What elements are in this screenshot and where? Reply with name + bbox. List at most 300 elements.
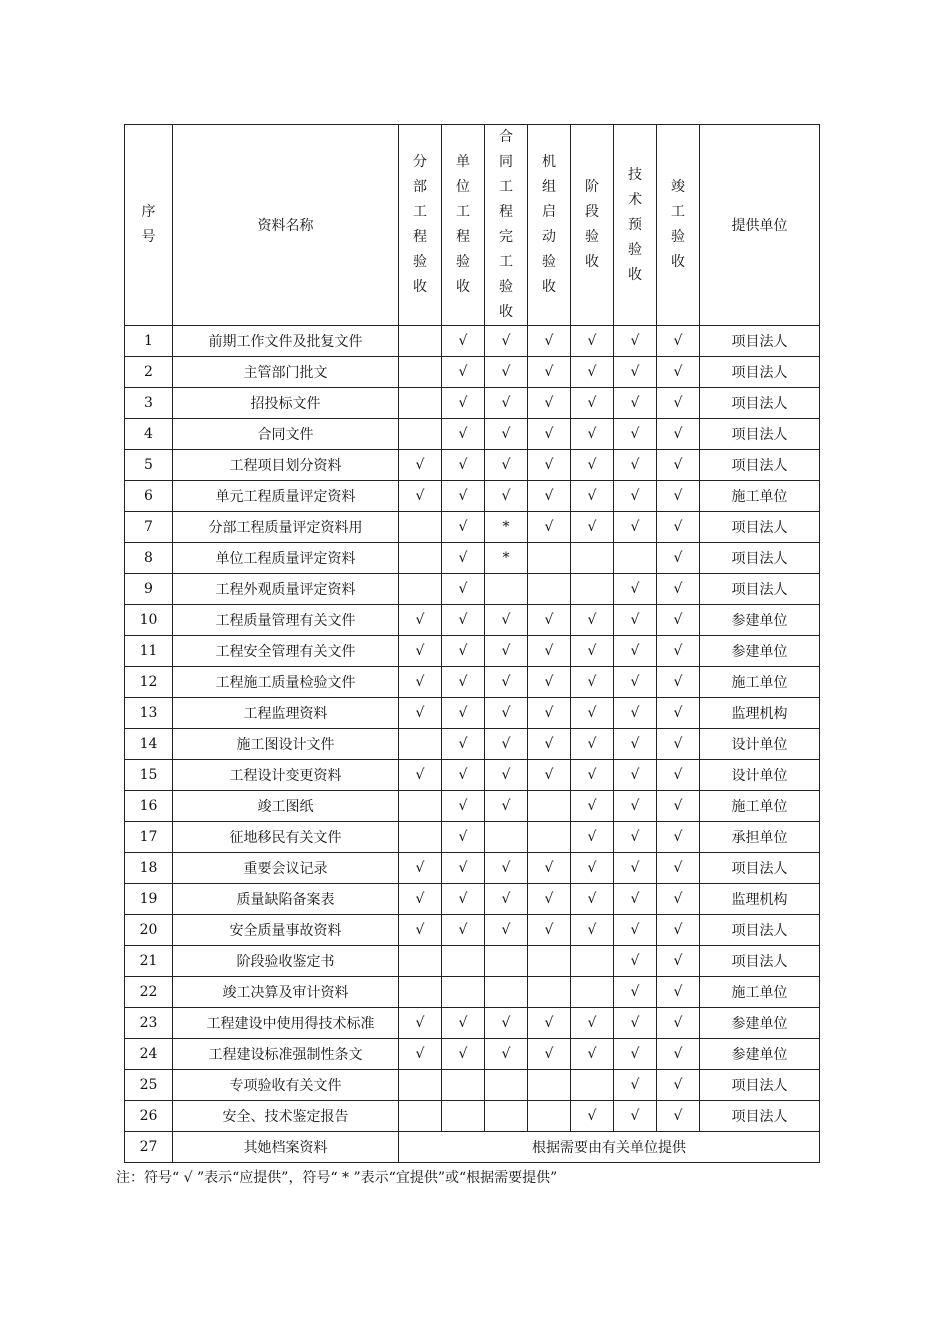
row-mark: √ <box>528 915 571 946</box>
row-mark: √ <box>442 698 485 729</box>
row-mark <box>528 1101 571 1132</box>
header-col: 合同工程完工验收 <box>485 125 528 326</box>
row-name: 工程安全管理有关文件 <box>173 636 399 667</box>
row-number: 27 <box>125 1132 173 1163</box>
row-mark: √ <box>614 636 657 667</box>
row-number: 11 <box>125 636 173 667</box>
row-mark <box>399 543 442 574</box>
row-mark <box>571 946 614 977</box>
row-mark <box>485 1101 528 1132</box>
row-mark: √ <box>571 636 614 667</box>
table-row <box>125 388 820 419</box>
row-mark <box>442 946 485 977</box>
table-row <box>125 853 820 884</box>
row-number: 20 <box>125 915 173 946</box>
row-mark <box>399 1070 442 1101</box>
row-mark: √ <box>485 915 528 946</box>
row-name: 工程质量管理有关文件 <box>173 605 399 636</box>
row-provider: 施工单位 <box>700 667 820 698</box>
table-row <box>125 419 820 450</box>
row-mark: √ <box>657 853 700 884</box>
table-row <box>125 543 820 574</box>
row-mark: √ <box>571 884 614 915</box>
row-mark: * <box>485 512 528 543</box>
row-name: 竣工决算及审计资料 <box>173 977 399 1008</box>
row-name: 工程外观质量评定资料 <box>173 574 399 605</box>
row-mark <box>399 729 442 760</box>
row-mark: √ <box>657 667 700 698</box>
row-mark <box>528 791 571 822</box>
row-name: 安全质量事故资料 <box>173 915 399 946</box>
row-mark: √ <box>528 1039 571 1070</box>
row-mark: √ <box>528 481 571 512</box>
row-mark <box>399 419 442 450</box>
row-mark: √ <box>614 357 657 388</box>
row-mark <box>528 543 571 574</box>
row-name: 安全、技术鉴定报告 <box>173 1101 399 1132</box>
row-mark: √ <box>614 915 657 946</box>
table-row <box>125 729 820 760</box>
row-mark: √ <box>485 1008 528 1039</box>
header-col: 单位工程验收 <box>442 125 485 326</box>
table-row <box>125 636 820 667</box>
row-number: 12 <box>125 667 173 698</box>
row-mark: √ <box>442 915 485 946</box>
row-number: 8 <box>125 543 173 574</box>
row-mark: √ <box>571 512 614 543</box>
row-mark: √ <box>485 326 528 357</box>
row-mark: √ <box>528 419 571 450</box>
row-mark <box>528 946 571 977</box>
row-number: 22 <box>125 977 173 1008</box>
row-mark: √ <box>485 357 528 388</box>
row-mark: √ <box>528 326 571 357</box>
row-mark: √ <box>399 915 442 946</box>
row-mark: √ <box>657 357 700 388</box>
row-mark <box>399 326 442 357</box>
row-mark <box>528 574 571 605</box>
row-provider: 项目法人 <box>700 357 820 388</box>
row-mark: √ <box>657 388 700 419</box>
table-row <box>125 667 820 698</box>
row-mark: √ <box>571 822 614 853</box>
row-number: 13 <box>125 698 173 729</box>
row-name: 工程施工质量检验文件 <box>173 667 399 698</box>
row-name: 其她档案资料 <box>173 1132 399 1163</box>
row-mark <box>528 1070 571 1101</box>
row-name: 分部工程质量评定资料用 <box>173 512 399 543</box>
row-number: 1 <box>125 326 173 357</box>
row-mark: √ <box>528 1008 571 1039</box>
row-provider: 项目法人 <box>700 946 820 977</box>
row-mark: √ <box>571 357 614 388</box>
row-mark: √ <box>442 729 485 760</box>
row-mark: √ <box>528 853 571 884</box>
row-mark: √ <box>657 543 700 574</box>
row-provider: 项目法人 <box>700 1101 820 1132</box>
row-mark: √ <box>657 1101 700 1132</box>
header-row <box>125 125 820 326</box>
row-mark: √ <box>614 698 657 729</box>
row-mark: √ <box>614 450 657 481</box>
row-provider: 项目法人 <box>700 419 820 450</box>
row-mark: √ <box>485 729 528 760</box>
row-mark <box>399 791 442 822</box>
row-name: 主管部门批文 <box>173 357 399 388</box>
row-number: 14 <box>125 729 173 760</box>
row-mark: √ <box>528 357 571 388</box>
row-mark: √ <box>528 884 571 915</box>
row-name: 招投标文件 <box>173 388 399 419</box>
row-mark: √ <box>614 977 657 1008</box>
row-mark: √ <box>399 667 442 698</box>
row-number: 15 <box>125 760 173 791</box>
row-provider: 项目法人 <box>700 512 820 543</box>
row-name: 工程项目划分资料 <box>173 450 399 481</box>
row-mark: √ <box>485 605 528 636</box>
row-mark: √ <box>614 481 657 512</box>
row-mark: √ <box>657 636 700 667</box>
row-mark: √ <box>571 729 614 760</box>
row-mark: √ <box>399 760 442 791</box>
row-mark: √ <box>442 1008 485 1039</box>
row-name: 阶段验收鉴定书 <box>173 946 399 977</box>
row-mark: √ <box>528 605 571 636</box>
row-mark <box>571 1070 614 1101</box>
row-provider: 项目法人 <box>700 388 820 419</box>
row-mark: √ <box>571 1008 614 1039</box>
header-col: 竣工验收 <box>657 125 700 326</box>
row-mark: √ <box>571 760 614 791</box>
row-mark: √ <box>614 822 657 853</box>
row-mark: √ <box>442 853 485 884</box>
requirements-table <box>124 124 820 1163</box>
row-mark: √ <box>657 326 700 357</box>
table-row <box>125 1070 820 1101</box>
row-mark: √ <box>485 1039 528 1070</box>
row-provider: 项目法人 <box>700 915 820 946</box>
table-row <box>125 760 820 791</box>
row-mark <box>399 977 442 1008</box>
row-number: 26 <box>125 1101 173 1132</box>
row-provider: 参建单位 <box>700 636 820 667</box>
table-row <box>125 915 820 946</box>
row-mark: √ <box>657 791 700 822</box>
row-name: 单元工程质量评定资料 <box>173 481 399 512</box>
row-mark: √ <box>442 1039 485 1070</box>
row-mark: √ <box>614 1039 657 1070</box>
row-mark: √ <box>399 605 442 636</box>
table-row <box>125 1039 820 1070</box>
row-mark <box>399 822 442 853</box>
row-name: 专项验收有关文件 <box>173 1070 399 1101</box>
row-mark: √ <box>614 1101 657 1132</box>
row-number: 21 <box>125 946 173 977</box>
row-mark: √ <box>485 667 528 698</box>
row-mark <box>485 822 528 853</box>
row-mark: * <box>485 543 528 574</box>
row-number: 5 <box>125 450 173 481</box>
row-mark: √ <box>571 388 614 419</box>
row-mark: √ <box>571 481 614 512</box>
row-provider: 参建单位 <box>700 1039 820 1070</box>
row-number: 2 <box>125 357 173 388</box>
row-mark: √ <box>442 884 485 915</box>
header-name: 资料名称 <box>173 125 399 326</box>
row-mark <box>571 543 614 574</box>
row-name: 施工图设计文件 <box>173 729 399 760</box>
row-mark <box>442 1101 485 1132</box>
row-name: 单位工程质量评定资料 <box>173 543 399 574</box>
row-mark: √ <box>485 388 528 419</box>
row-number: 3 <box>125 388 173 419</box>
row-number: 9 <box>125 574 173 605</box>
table-row <box>125 977 820 1008</box>
row-mark: √ <box>399 481 442 512</box>
row-provider: 项目法人 <box>700 543 820 574</box>
row-provider: 参建单位 <box>700 605 820 636</box>
row-mark: √ <box>657 760 700 791</box>
row-mark: √ <box>528 667 571 698</box>
row-name: 合同文件 <box>173 419 399 450</box>
row-name: 质量缺陷备案表 <box>173 884 399 915</box>
row-mark: √ <box>442 450 485 481</box>
row-mark: √ <box>485 791 528 822</box>
row-provider: 项目法人 <box>700 326 820 357</box>
row-mark: √ <box>528 388 571 419</box>
row-name: 工程监理资料 <box>173 698 399 729</box>
row-mark: √ <box>399 1008 442 1039</box>
row-mark: √ <box>442 388 485 419</box>
row-provider: 项目法人 <box>700 450 820 481</box>
row-mark: √ <box>657 698 700 729</box>
row-mark <box>485 977 528 1008</box>
row-number: 25 <box>125 1070 173 1101</box>
row-provider: 项目法人 <box>700 853 820 884</box>
row-mark: √ <box>571 419 614 450</box>
header-col: 分部工程验收 <box>399 125 442 326</box>
header-seq: 序号 <box>125 125 173 326</box>
row-number: 16 <box>125 791 173 822</box>
row-name: 征地移民有关文件 <box>173 822 399 853</box>
row-mark <box>399 1101 442 1132</box>
row-mark: √ <box>657 605 700 636</box>
row-provider: 项目法人 <box>700 574 820 605</box>
row-mark: √ <box>614 946 657 977</box>
row-mark: √ <box>528 698 571 729</box>
row-mark <box>399 512 442 543</box>
table-row <box>125 605 820 636</box>
row-mark: √ <box>657 512 700 543</box>
row-mark: √ <box>657 884 700 915</box>
row-mark: √ <box>614 388 657 419</box>
row-mark <box>399 946 442 977</box>
row-mark <box>614 543 657 574</box>
row-provider: 承担单位 <box>700 822 820 853</box>
row-mark: √ <box>571 326 614 357</box>
row-mark: √ <box>442 326 485 357</box>
row-provider: 施工单位 <box>700 791 820 822</box>
row-mark: √ <box>657 450 700 481</box>
table-row <box>125 512 820 543</box>
row-mark: √ <box>614 512 657 543</box>
row-provider: 施工单位 <box>700 977 820 1008</box>
row-mark: √ <box>614 884 657 915</box>
row-mark: √ <box>442 791 485 822</box>
row-mark <box>485 946 528 977</box>
row-mark: √ <box>614 791 657 822</box>
table-row <box>125 326 820 357</box>
row-mark: √ <box>399 1039 442 1070</box>
row-mark: √ <box>614 853 657 884</box>
row-mark <box>442 977 485 1008</box>
row-mark: √ <box>614 729 657 760</box>
row-mark: √ <box>571 450 614 481</box>
row-mark: √ <box>442 667 485 698</box>
row-provider: 参建单位 <box>700 1008 820 1039</box>
row-mark: √ <box>571 791 614 822</box>
row-number: 6 <box>125 481 173 512</box>
row-mark: √ <box>442 357 485 388</box>
table-row <box>125 450 820 481</box>
row-mark <box>485 574 528 605</box>
row-mark: √ <box>614 667 657 698</box>
row-name: 工程建设标准强制性条文 <box>173 1039 399 1070</box>
row-mark: √ <box>571 1101 614 1132</box>
row-mark: √ <box>485 636 528 667</box>
row-mark: √ <box>442 574 485 605</box>
row-mark: √ <box>442 760 485 791</box>
row-mark: √ <box>399 698 442 729</box>
row-mark: √ <box>442 481 485 512</box>
row-mark: √ <box>485 450 528 481</box>
row-mark: √ <box>657 1070 700 1101</box>
header-col: 技术预验收 <box>614 125 657 326</box>
row-mark: √ <box>528 636 571 667</box>
row-mark <box>571 977 614 1008</box>
table-row <box>125 1101 820 1132</box>
row-mark: √ <box>657 1008 700 1039</box>
row-mark: √ <box>442 605 485 636</box>
table-row <box>125 884 820 915</box>
row-mark: √ <box>485 760 528 791</box>
row-number: 10 <box>125 605 173 636</box>
row-mark: √ <box>399 884 442 915</box>
row-mark <box>399 388 442 419</box>
row-mark: √ <box>657 574 700 605</box>
table-row <box>125 1008 820 1039</box>
row-mark: √ <box>485 884 528 915</box>
row-mark <box>571 574 614 605</box>
row-mark: √ <box>614 574 657 605</box>
row-mark: √ <box>399 450 442 481</box>
row-name: 工程建设中使用得技术标准 <box>173 1008 399 1039</box>
row-number: 18 <box>125 853 173 884</box>
row-mark: √ <box>571 915 614 946</box>
row-mark: √ <box>614 760 657 791</box>
row-mark: √ <box>657 915 700 946</box>
table-row <box>125 791 820 822</box>
row-number: 7 <box>125 512 173 543</box>
row-mark: √ <box>442 419 485 450</box>
table-row <box>125 357 820 388</box>
row-mark: √ <box>657 419 700 450</box>
row-mark: √ <box>614 1070 657 1101</box>
row-mark: √ <box>442 543 485 574</box>
table-row <box>125 698 820 729</box>
row-mark: √ <box>657 1039 700 1070</box>
row-mark: √ <box>614 605 657 636</box>
row-mark: √ <box>571 667 614 698</box>
row-mark: √ <box>614 419 657 450</box>
footnote: 注：符号“ √ ”表示“应提供”，符号“ * ”表示“宜提供”或“根据需要提供” <box>116 1170 558 1186</box>
row-mark: √ <box>442 512 485 543</box>
header-col: 机组启动验收 <box>528 125 571 326</box>
row-mark: √ <box>657 481 700 512</box>
row-mark: √ <box>614 1008 657 1039</box>
row-mark: √ <box>657 729 700 760</box>
row-mark: √ <box>442 822 485 853</box>
table-row <box>125 574 820 605</box>
header-col: 阶段验收 <box>571 125 614 326</box>
row-provider: 设计单位 <box>700 729 820 760</box>
row-mark: √ <box>528 729 571 760</box>
row-number: 23 <box>125 1008 173 1039</box>
row-mark: √ <box>657 822 700 853</box>
row-mark <box>528 822 571 853</box>
header-provider: 提供单位 <box>700 125 820 326</box>
row-provider: 监理机构 <box>700 698 820 729</box>
row-mark: √ <box>571 853 614 884</box>
row-mark: √ <box>485 419 528 450</box>
row-name: 重要会议记录 <box>173 853 399 884</box>
row-mark <box>528 977 571 1008</box>
row-mark: √ <box>485 698 528 729</box>
table-row <box>125 946 820 977</box>
row-mark: √ <box>571 605 614 636</box>
row-name: 工程设计变更资料 <box>173 760 399 791</box>
table-row <box>125 822 820 853</box>
row-provider: 施工单位 <box>700 481 820 512</box>
row-mark: √ <box>442 636 485 667</box>
merged-note-cell: 根据需要由有关单位提供 <box>399 1132 820 1163</box>
row-mark: √ <box>571 1039 614 1070</box>
row-mark: √ <box>399 853 442 884</box>
row-name: 竣工图纸 <box>173 791 399 822</box>
row-name: 前期工作文件及批复文件 <box>173 326 399 357</box>
row-mark: √ <box>657 977 700 1008</box>
table-row <box>125 481 820 512</box>
row-mark: √ <box>485 481 528 512</box>
table-row-last <box>125 1132 820 1163</box>
row-number: 17 <box>125 822 173 853</box>
row-mark <box>399 574 442 605</box>
row-mark <box>485 1070 528 1101</box>
row-mark: √ <box>571 698 614 729</box>
row-mark: √ <box>614 326 657 357</box>
row-mark: √ <box>657 946 700 977</box>
row-number: 19 <box>125 884 173 915</box>
row-mark <box>399 357 442 388</box>
row-mark: √ <box>528 512 571 543</box>
row-mark: √ <box>528 450 571 481</box>
row-number: 24 <box>125 1039 173 1070</box>
row-provider: 项目法人 <box>700 1070 820 1101</box>
row-mark: √ <box>399 636 442 667</box>
row-mark: √ <box>485 853 528 884</box>
row-mark: √ <box>528 760 571 791</box>
row-mark <box>442 1070 485 1101</box>
